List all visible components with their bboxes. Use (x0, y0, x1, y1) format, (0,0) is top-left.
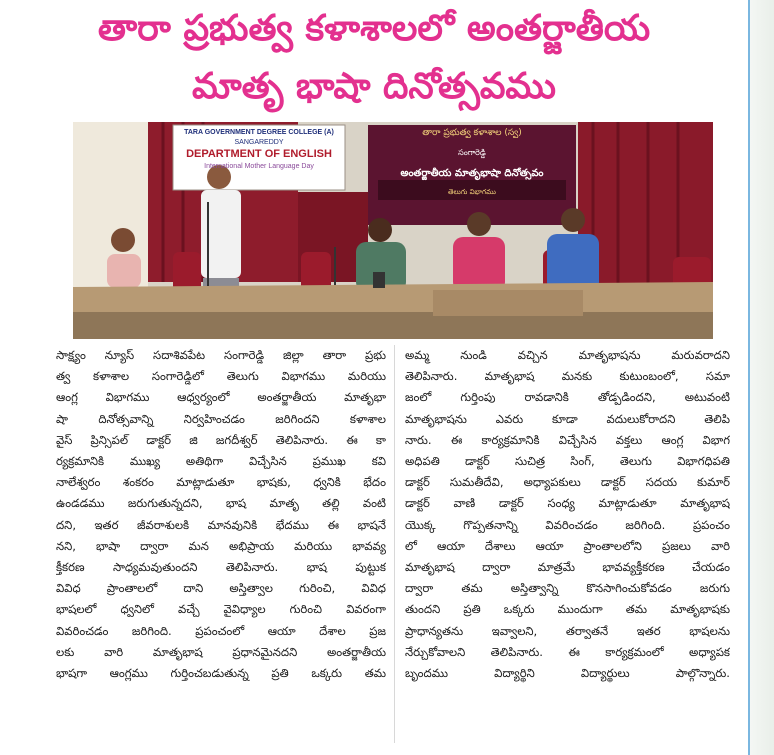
article-line: ప్రాధాన్యతను ఇవ్వాలని, తర్వాతనే ఇతర భాషలను (405, 623, 730, 638)
event-photo (73, 122, 713, 339)
article-line: నని, భాషా ద్వారా మన అభిప్రాయ మరియు భావవ్య (56, 538, 386, 553)
article-line: నారు. ఈ కార్యక్రమానికి విచ్చేసిన వక్తలు ఆంగ్ల విభాగ (405, 432, 730, 447)
article-line: తుందని ప్రతి ఒక్కరు ముందుగా తమ మాతృభాషకు (405, 602, 730, 617)
banner-english-line-1: TARA GOVERNMENT DEGREE COLLEGE (A) (184, 129, 334, 136)
article-line: నేర్చుకోవాలని తెలిపినారు. ఈ కార్యక్రమంలో అధ్యాపక (405, 644, 730, 659)
article-line: డాక్టర్ వాణి డాక్టర్ సంధ్య మాట్లాడుతూ మాతృభాష (405, 496, 730, 511)
adjacent-page-strip (750, 0, 774, 755)
article-column-2 (405, 345, 730, 684)
article-line: షా దినోత్సవాన్ని నిర్వహించడం జరిగిందని కళాశాల (56, 411, 386, 426)
article-line: అమ్మ నుండి వచ్చిన మాతృభాషను మరువరాదని (405, 348, 730, 362)
article-line: దని, ఇతర జీవరాశులకి మానవునికి భేదము ఈ భాషనే (56, 517, 386, 532)
article-line: వివిధ ప్రాంతాలలో దాని అస్తిత్వాల గురించి, వివిధ (56, 581, 386, 596)
article-line: మాతృభాష ద్వారా మాత్రమే భావవ్యక్తీకరణ చేయడం (405, 560, 730, 575)
article-line: ఉండడము జరుగుతున్నదని, భాష మాతృ తల్లి వంటి (56, 496, 386, 511)
article-line: యొక్క గొప్పతనాన్ని వివరించడం జరిగింది. ప్రపంచం (405, 517, 730, 532)
article-line: బృందము విద్యార్థిని విద్యార్థులు పాల్గొన్నారు. (405, 666, 730, 681)
article-line: అధిపతి డాక్టర్ సుచిత్ర సింగ్, తెలుగు విభాగధిపతి (405, 454, 730, 469)
headline-line-2: మాతృ భాషా దినోత్సవము (192, 66, 556, 107)
article-line: భాషగా ఆంగ్లము గుర్తించబడుతున్న ప్రతి ఒక్కరు తమ (56, 666, 386, 681)
article-column-1 (56, 345, 386, 684)
column-separator (394, 345, 395, 743)
banner-english-line-3: DEPARTMENT OF ENGLISH (186, 148, 332, 160)
banner-telugu-line-3: అంతర్జాతీయ మాతృభాషా దినోత్సవం (400, 168, 544, 179)
article-line: ద్వారా తమ అస్తిత్వాన్ని కొనసాగించుకోవడం జరుగు (405, 581, 730, 596)
article-line: త్వ కళాశాల సంగారెడ్డిలో తెలుగు విభాగము మరియు (56, 369, 386, 384)
article-line: ర్యక్రమానికి ముఖ్య అతిథిగా విచ్చేసిన ప్రముఖ కవి (56, 454, 386, 469)
article-line: ఆంగ్ల విభాగము ఆధ్వర్యంలో అంతర్జాతీయ మాతృభా (56, 390, 386, 405)
article-line: లకు వారి మాతృభాష ప్రధానమైనదని అంతర్జాతీయ (56, 644, 386, 659)
article-line: భాషలలో ధ్వనిలో వచ్చే వైవిధ్యాల గురించి వివరంగా (56, 602, 386, 617)
article-line: మాతృభాషను ఎవరు కూడా వదులుకోరాదని తెలిపి (405, 411, 730, 426)
article-line: జంలో గుర్తింపు రావడానికి తోడ్పడిందని, అటువంటి (405, 390, 730, 405)
article-line: వైస్ ప్రిన్సిపల్ డాక్టర్ జి జగదీశ్వర్ తెలిపినారు. ఈ కా (56, 432, 386, 447)
article-line: డాక్టర్ సుమతీదేవి, అధ్యాపకులు డాక్టర్ సదయ కుమార్ (405, 475, 730, 490)
article-line: తెలిపినారు. మాతృభాష మనకు కుటుంబంలో, సమా (405, 369, 730, 384)
article-line: క్తీకరణ సాధ్యమవుతుందని తెలిపినారు. భాష పుట్టుక (56, 560, 386, 575)
banner-telugu-line-2: సంగారెడ్డి (458, 148, 486, 157)
article-line: సాక్ష్యం న్యూస్ సదాశివపేట సంగారెడ్డి జిల్లా తారా ప్రభు (56, 348, 386, 362)
banner-telugu-line-1: తారా ప్రభుత్వ కళాశాల (స్వ) (422, 128, 522, 138)
banner-english-line-2: SANGAREDDY (234, 139, 284, 146)
headline-line-1: తారా ప్రభుత్వ కళాశాలలో అంతర్జాతీయ (97, 8, 651, 49)
article-line: నాలేశ్వరం శంకరం మాట్లాడుతూ భాషకు, ధ్వనికి భేదం (56, 475, 386, 490)
article-line: వివరించడం జరిగింది. ప్రపంచంలో ఆయా దేశాల ప్రజ (56, 623, 386, 638)
article-line: లో ఆయా దేశాలు ఆయా ప్రాంతాలలోని ప్రజలు వారి (405, 538, 730, 553)
banner-telugu-line-4: తెలుగు విభాగము (448, 188, 496, 196)
banner-english-line-4: International Mother Language Day (204, 163, 314, 170)
